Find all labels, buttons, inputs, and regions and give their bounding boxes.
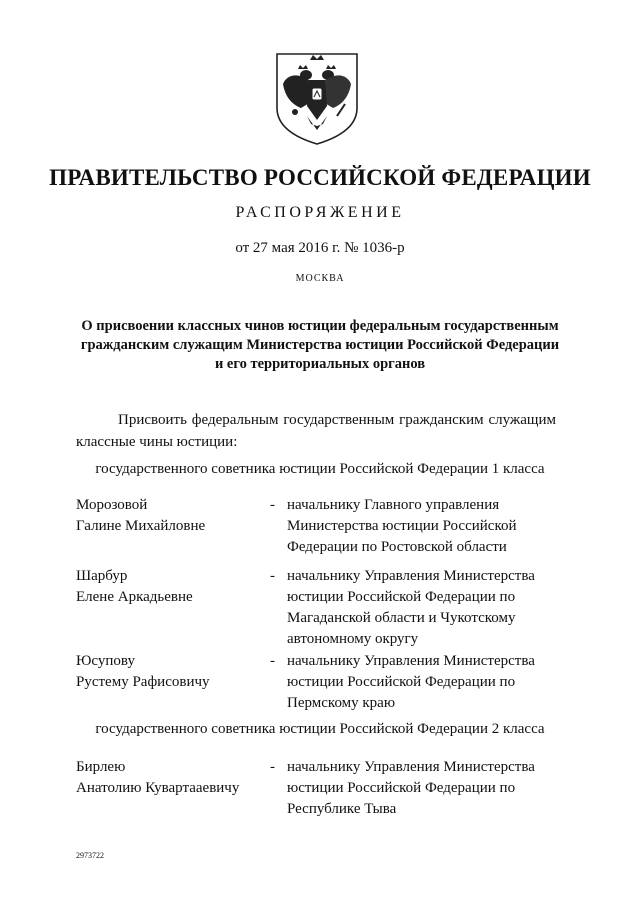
person-given-name: Елене Аркадьевне — [76, 589, 193, 605]
dash-separator: - — [270, 653, 275, 669]
document-type: РАСПОРЯЖЕНИЕ — [235, 204, 405, 221]
government-title: ПРАВИТЕЛЬСТВО РОССИЙСКОЙ ФЕДЕРАЦИИ — [49, 165, 591, 190]
person-position: начальнику Управления Министерства юстиции Российской Федерации по Республике Тыва — [287, 759, 535, 817]
person-position: начальнику Управления Министерства юстиции Российской Федерации по Магаданской области и Чукотскому автономному округу — [287, 568, 535, 647]
dash-separator: - — [270, 497, 275, 513]
rank-heading: государственного советника юстиции Российской Федерации 2 класса — [95, 721, 545, 737]
person-given-name: Галине Михайловне — [76, 518, 206, 534]
person-surname: Бирлею — [76, 759, 126, 775]
document-code: 2973722 — [76, 851, 104, 860]
person-position: начальнику Управления Министерства юстиции Российской Федерации по Пермскому краю — [287, 653, 535, 711]
person-name — [76, 757, 266, 799]
coat-of-arms-emblem — [271, 50, 363, 146]
person-surname: Шарбур — [76, 568, 128, 584]
person-given-name: Анатолию Кувартааевичу — [76, 780, 240, 796]
person-name — [76, 651, 266, 693]
person-name — [76, 495, 266, 537]
person-surname: Юсупову — [76, 653, 135, 669]
dash-separator: - — [270, 759, 275, 775]
person-given-name: Рустему Рафисовичу — [76, 674, 210, 690]
document-city: МОСКВА — [295, 273, 345, 284]
document-subject: О присвоении классных чинов юстиции федеральным государственным гражданским служащим Министерства юстиции Российской Федерации и его территориальных органов — [80, 318, 560, 372]
intro-paragraph: Присвоить федеральным государственным гражданским служащим классные чины юстиции: — [76, 412, 556, 450]
person-position: начальнику Главного управления Министерства юстиции Российской Федерации по Ростовской области — [287, 497, 517, 555]
document-date-number: от 27 мая 2016 г. № 1036-р — [235, 240, 405, 256]
rank-heading: государственного советника юстиции Российской Федерации 1 класса — [95, 461, 545, 477]
person-name — [76, 566, 266, 608]
dash-separator: - — [270, 568, 275, 584]
person-surname: Морозовой — [76, 497, 148, 513]
